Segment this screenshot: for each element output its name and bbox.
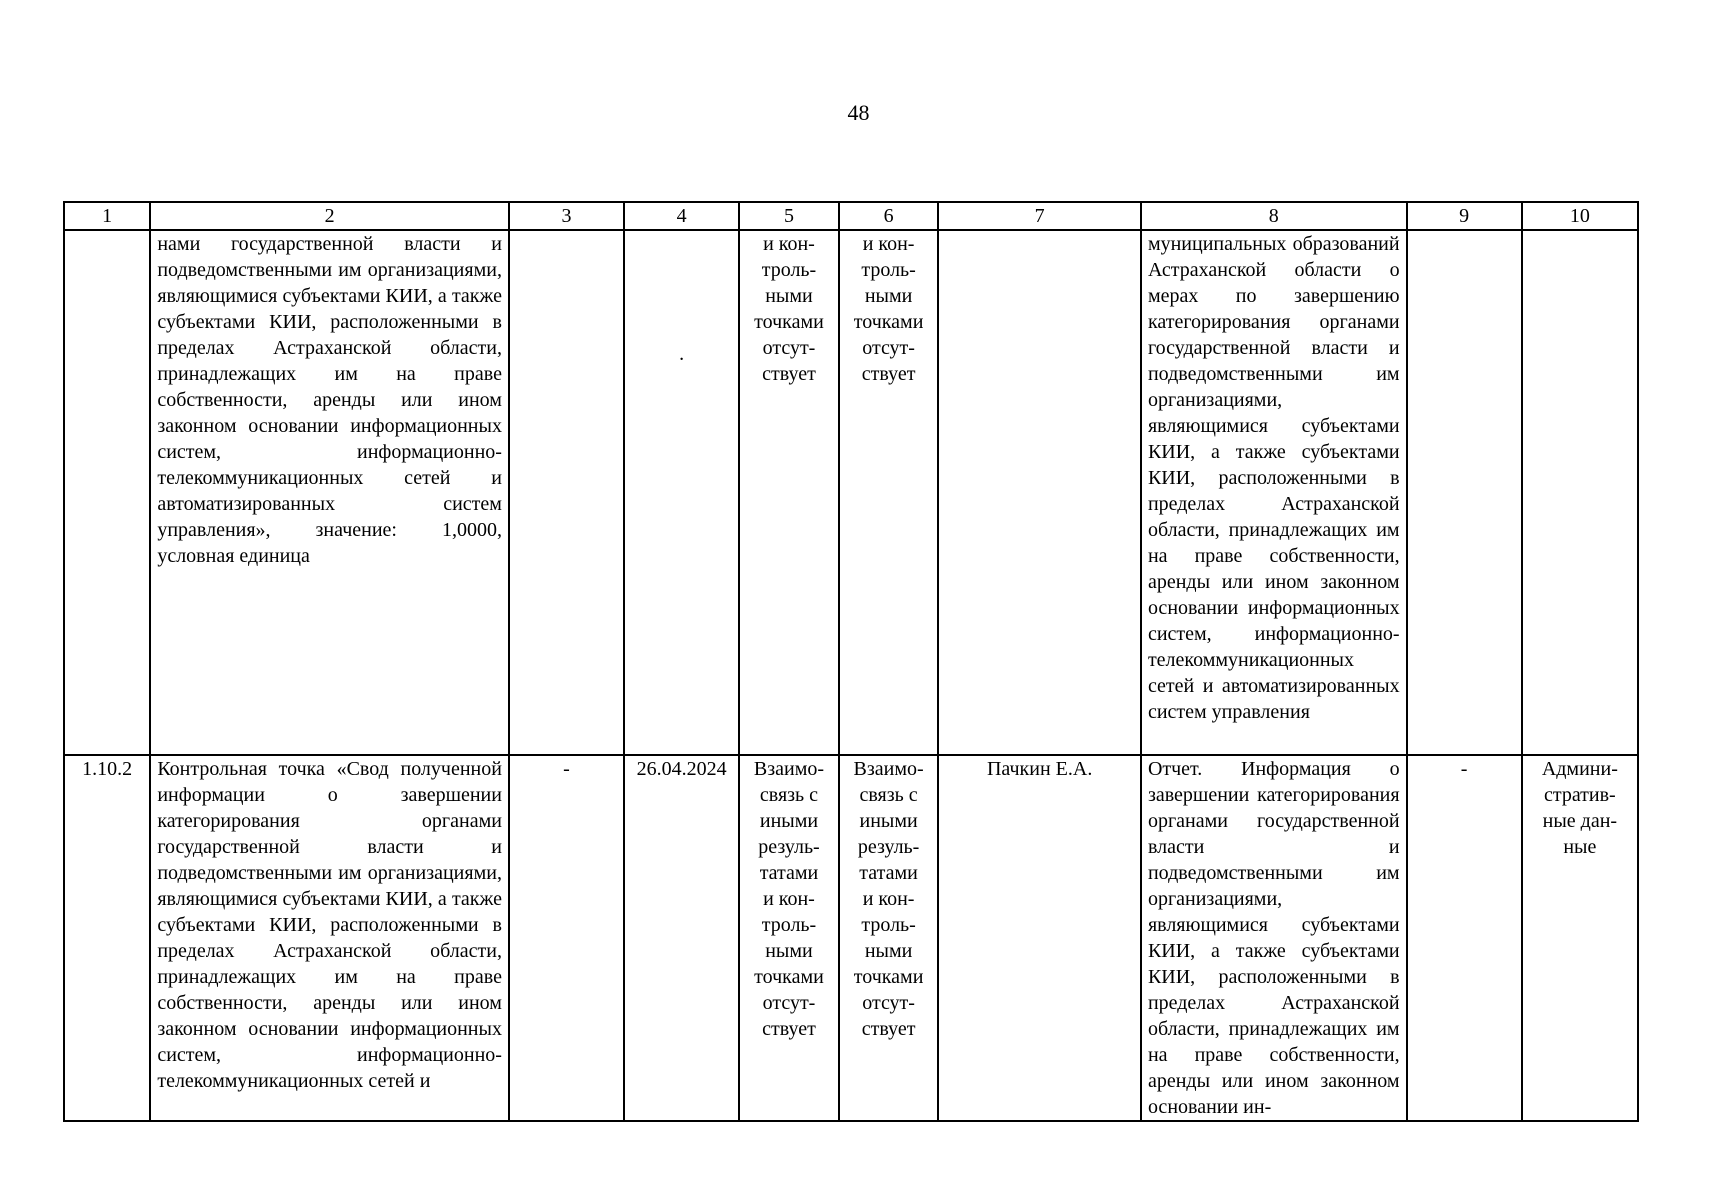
- cell-line: связь с: [759, 784, 819, 806]
- cell-line: Взаимо-: [753, 758, 825, 780]
- cell-line: троль-: [861, 259, 916, 281]
- cell-line: и кон-: [763, 888, 815, 910]
- cell-line: резуль-: [758, 836, 820, 858]
- column-number: 1: [64, 202, 150, 230]
- column-number: 10: [1522, 202, 1638, 230]
- relation-cell-col-6: [839, 755, 939, 1121]
- cell-line: ными: [864, 940, 913, 962]
- cell-col-4: [624, 230, 739, 755]
- column-number: 6: [839, 202, 939, 230]
- page-number: 48: [847, 100, 870, 125]
- cell-line: точками: [754, 966, 824, 988]
- column-number: 8: [1141, 202, 1407, 230]
- cell-line: отсут-: [862, 992, 915, 1014]
- cell-line: ные дан-: [1542, 810, 1618, 832]
- cell-col-9: -: [1407, 755, 1522, 1121]
- dot-mark: .: [679, 343, 685, 365]
- cell-line: ствует: [762, 363, 816, 385]
- table-row: [64, 755, 1638, 1121]
- result-cell: Отчет. Информация о завершении категорирования органами государственной власти и подведомственными им организациями, являющимися субъектами КИИ, а также субъектами КИИ, расположенными в пределах Астраханской области, принадлежащих им на праве собственности, аренды или ином законном основании ин-: [1141, 755, 1407, 1121]
- cell-line: точками: [754, 311, 824, 333]
- description-cell: нами государственной власти и подведомственными им организациями, являющимися субъектами КИИ, а также субъектами КИИ, расположенными в пределах Астраханской области, принадлежащих им на праве собственности, аренды или ином законном основании информационных систем, информационно-телекоммуникационных сетей и автоматизированных систем управления», значение: 1,0000, условная единица: [150, 230, 509, 755]
- column-number-row: [64, 202, 1638, 230]
- cell-line: ными: [765, 940, 813, 962]
- responsible-cell: [938, 230, 1141, 755]
- cell-line: и кон-: [862, 888, 915, 910]
- cell-line: точками: [853, 311, 924, 333]
- cell-line: ствует: [762, 1018, 816, 1040]
- cell-line: ствует: [861, 1018, 916, 1040]
- cell-col-3: -: [509, 755, 624, 1121]
- column-number: 7: [938, 202, 1141, 230]
- column-number: 5: [739, 202, 839, 230]
- info-source-cell: [1522, 755, 1638, 1121]
- cell-line: резуль-: [857, 836, 920, 858]
- cell-line: татами: [859, 862, 918, 884]
- plan-table: [63, 201, 1639, 1122]
- relation-cell-col-5: [739, 230, 839, 755]
- row-number-cell: 1.10.2: [64, 755, 150, 1121]
- column-number: 2: [150, 202, 509, 230]
- cell-line: и кон-: [862, 233, 915, 255]
- relation-cell-col-5: [739, 755, 839, 1121]
- description-cell: Контрольная точка «Свод полученной информации о завершении категорирования органами государственной власти и подведомственными им организациями, являющимися субъектами КИИ, а также субъектами КИИ, расположенными в пределах Астраханской области, принадлежащих им на праве собственности, аренды или ином законном основании информационных систем, информационно-телекоммуникационных сетей и: [150, 755, 509, 1121]
- cell-col-10: [1522, 230, 1638, 755]
- cell-line: троль-: [861, 914, 916, 936]
- cell-line: ными: [864, 285, 913, 307]
- table-row: [64, 230, 1638, 755]
- cell-line: ствует: [861, 363, 916, 385]
- cell-line: отсут-: [762, 992, 816, 1014]
- column-number: 4: [624, 202, 739, 230]
- cell-line: отсут-: [762, 337, 816, 359]
- column-number: 3: [509, 202, 624, 230]
- result-cell: муниципальных образований Астраханской области о мерах по завершению категорирования органами государственной власти и подведомственными им организациями, являющимися субъектами КИИ, а также субъектами КИИ, расположенными в пределах Астраханской области, принадлежащих им на праве собственности, аренды или ином законном основании информационных систем, информационно-телекоммуникационных сетей и автоматизированных систем управления: [1141, 230, 1407, 755]
- cell-line: и кон-: [763, 233, 815, 255]
- cell-line: иными: [759, 810, 819, 832]
- cell-line: троль-: [761, 259, 817, 281]
- cell-line: стратив-: [1543, 784, 1616, 806]
- cell-col-3: [509, 230, 624, 755]
- cell-line: троль-: [761, 914, 817, 936]
- cell-line: связь с: [859, 784, 918, 806]
- cell-line: ные: [1563, 836, 1597, 858]
- cell-line: точками: [853, 966, 924, 988]
- cell-line: иными: [859, 810, 918, 832]
- relation-cell-col-6: [839, 230, 939, 755]
- column-number: 9: [1407, 202, 1522, 230]
- responsible-cell: Пачкин Е.А.: [938, 755, 1141, 1121]
- cell-line: ными: [765, 285, 813, 307]
- cell-line: отсут-: [862, 337, 915, 359]
- cell-line: татами: [759, 862, 819, 884]
- cell-col-9: [1407, 230, 1522, 755]
- date-cell: 26.04.2024: [624, 755, 739, 1121]
- cell-line: Админи-: [1541, 758, 1618, 780]
- row-number-cell: [64, 230, 150, 755]
- cell-line: Взаимо-: [853, 758, 924, 780]
